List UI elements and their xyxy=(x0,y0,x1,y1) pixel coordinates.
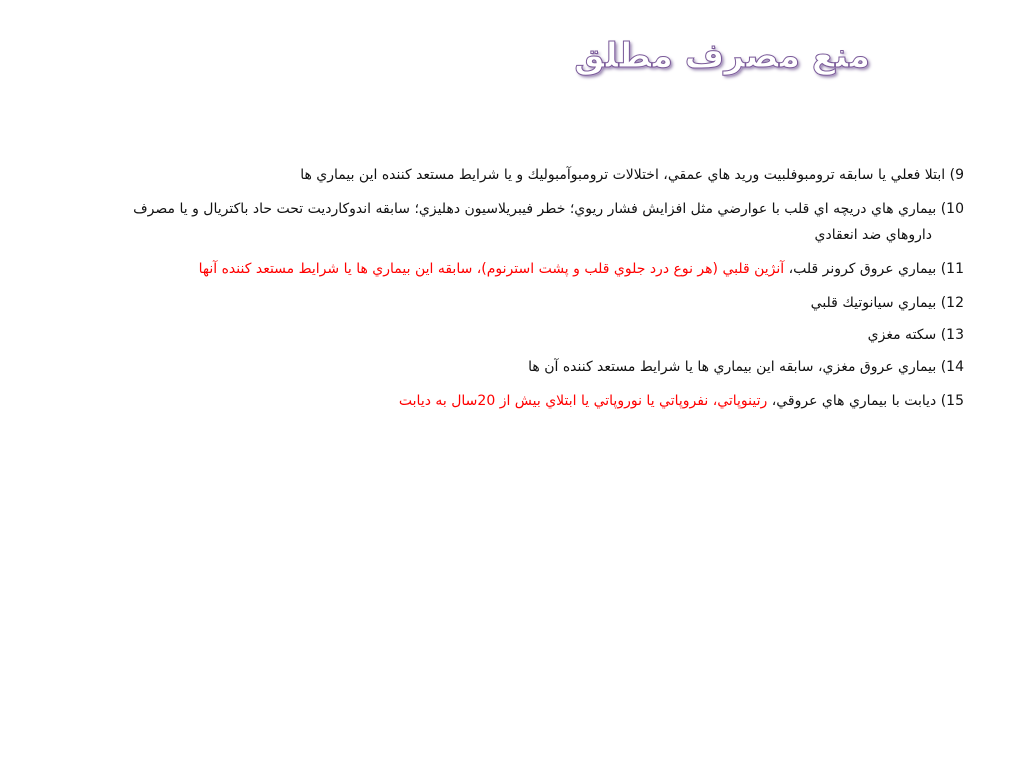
item-9-text: 9) ابتلا فعلي يا سابقه ترومبوفلبيت وريد هاي عمقي، اختلالات ترومبوآمبوليك و يا شرايط مستعد كننده اين بيماري ها xyxy=(300,167,964,183)
item-15-text: 15) ديابت با بيماري هاي عروقي، xyxy=(767,393,964,409)
list-item-11 xyxy=(40,256,964,282)
list-item-10 xyxy=(40,196,964,248)
list-item-9 xyxy=(40,162,964,188)
list-item-13 xyxy=(40,322,964,348)
item-10-continuation: داروهاي ضد انعقادي xyxy=(814,227,932,243)
item-11-highlight: آنژين قلبي (هر نوع درد جلوي قلب و پشت استرنوم)، سابقه اين بيماري ها يا شرايط مستعد كننده آنها xyxy=(198,261,785,277)
list-item-14 xyxy=(40,354,964,380)
list-item-15 xyxy=(40,388,964,414)
item-14-text: 14) بيماري عروق مغزي، سابقه اين بيماري ها يا شرايط مستعد كننده آن ها xyxy=(528,359,964,375)
item-15-highlight: رتينوپاتي، نفروپاتي يا نوروپاتي يا ابتلاي بيش از 20سال به ديابت xyxy=(398,393,768,409)
item-12-text: 12) بيماري سيانوتيك قلبي xyxy=(810,295,964,311)
list-item-12 xyxy=(40,290,964,316)
item-13-text: 13) سكته مغزي xyxy=(867,327,964,343)
slide-content xyxy=(40,162,964,422)
item-11-text: 11) بيماري عروق كرونر قلب، xyxy=(784,261,964,277)
item-10-text: 10) بيماري هاي دريچه اي قلب با عوارضي مثل افزايش فشار ريوي؛ خطر فيبريلاسيون دهليزي؛ سابقه اندوكارديت تحت حاد باكتريال و يا مصرف xyxy=(133,201,964,217)
slide-title: منع مصرف مطلق xyxy=(574,36,870,76)
